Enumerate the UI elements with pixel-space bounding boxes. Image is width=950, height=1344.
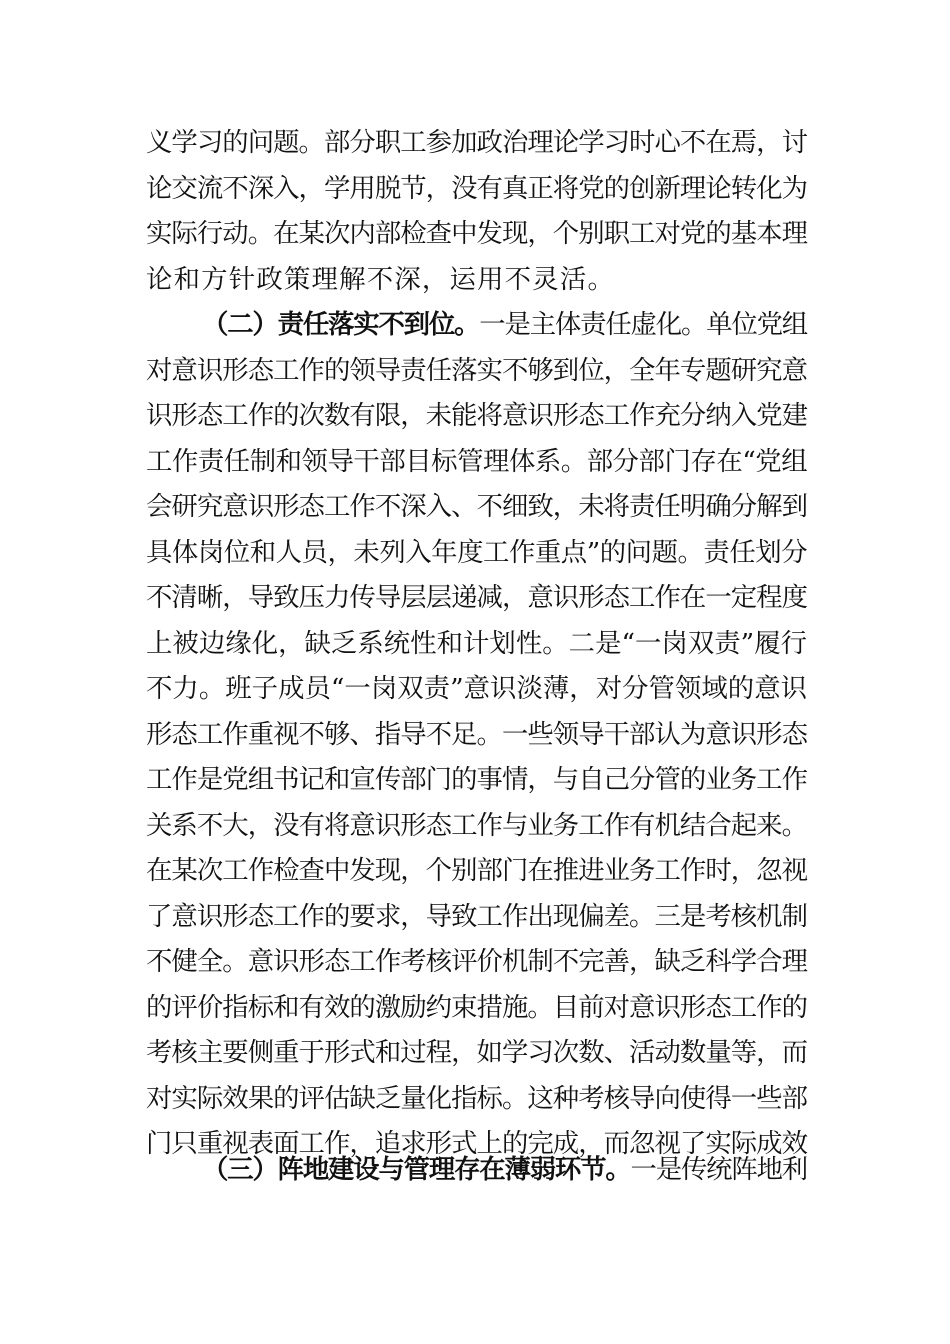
paragraph-2-first-line [146, 302, 807, 348]
paragraph-2-line: 具体岗位和人员，未列入年度工作重点”的问题。责任划分 [146, 536, 807, 568]
paragraph-2-line: 不健全。意识形态工作考核评价机制不完善，缺乏科学合理 [146, 946, 807, 977]
paragraph-2-first-line-text: 一是主体责任虚化。单位党组 [479, 309, 807, 340]
paragraph-2-line: 在某次工作检查中发现，个别部门在推进业务工作时，忽视 [146, 855, 807, 886]
paragraph-3-first-line [146, 1147, 807, 1193]
paragraph-2-line: 上被边缘化，缺乏系统性和计划性。二是“一岗双责”履行 [146, 627, 807, 659]
paragraph-2-line: 考核主要侧重于形式和过程，如学习次数、活动数量等，而 [146, 1037, 807, 1068]
paragraph-2-line: 不清晰，导致压力传导层层递减，意识形态工作在一定程度 [146, 582, 807, 613]
paragraph-2-line: 形态工作重视不够、指导不足。一些领导干部认为意识形态 [146, 718, 807, 750]
paragraph-1-line: 论交流不深入，学用脱节，没有真正将党的创新理论转化为 [146, 172, 807, 204]
paragraph-2-line: 了意识形态工作的要求，导致工作出现偏差。三是考核机制 [146, 900, 807, 932]
paragraph-2-line: 工作责任制和领导干部目标管理体系。部分部门存在“党组 [146, 445, 807, 477]
section-heading-3: （三）阵地建设与管理存在薄弱环节。 [202, 1154, 631, 1185]
paragraph-2-line: 对实际效果的评估缺乏量化指标。这种考核导向使得一些部 [146, 1082, 807, 1114]
paragraph-3-first-line-text: 一是传统阵地利 [630, 1154, 807, 1185]
paragraph-3 [146, 1147, 807, 1193]
paragraph-1-line: 义学习的问题。部分职工参加政治理论学习时心不在焉，讨 [146, 127, 807, 158]
paragraph-1-line: 论和方针政策理解不深，运用不灵活。 [146, 263, 616, 295]
paragraph-2 [146, 302, 807, 1167]
paragraph-2-line: 会研究意识形态工作不深入、不细致，未将责任明确分解到 [146, 491, 807, 522]
paragraph-2-line: 不力。班子成员“一岗双责”意识淡薄，对分管领域的意识 [146, 673, 807, 704]
paragraph-2-line: 的评价指标和有效的激励约束措施。目前对意识形态工作的 [146, 991, 807, 1023]
paragraph-2-line: 工作是党组书记和宣传部门的事情，与自己分管的业务工作 [146, 764, 807, 795]
paragraph-1 [146, 120, 807, 302]
paragraph-2-line: 门只重视表面工作，追求形式上的完成，而忽视了实际成效 [146, 1128, 807, 1159]
paragraph-2-line: 对意识形态工作的领导责任落实不够到位，全年专题研究意 [146, 354, 807, 386]
paragraph-1-line: 实际行动。在某次内部检查中发现，个别职工对党的基本理 [146, 218, 807, 249]
section-heading-2: （二）责任落实不到位。 [202, 309, 480, 340]
paragraph-2-line: 关系不大，没有将意识形态工作与业务工作有机结合起来。 [146, 809, 807, 841]
paragraph-2-line: 识形态工作的次数有限，未能将意识形态工作充分纳入党建 [146, 400, 807, 431]
